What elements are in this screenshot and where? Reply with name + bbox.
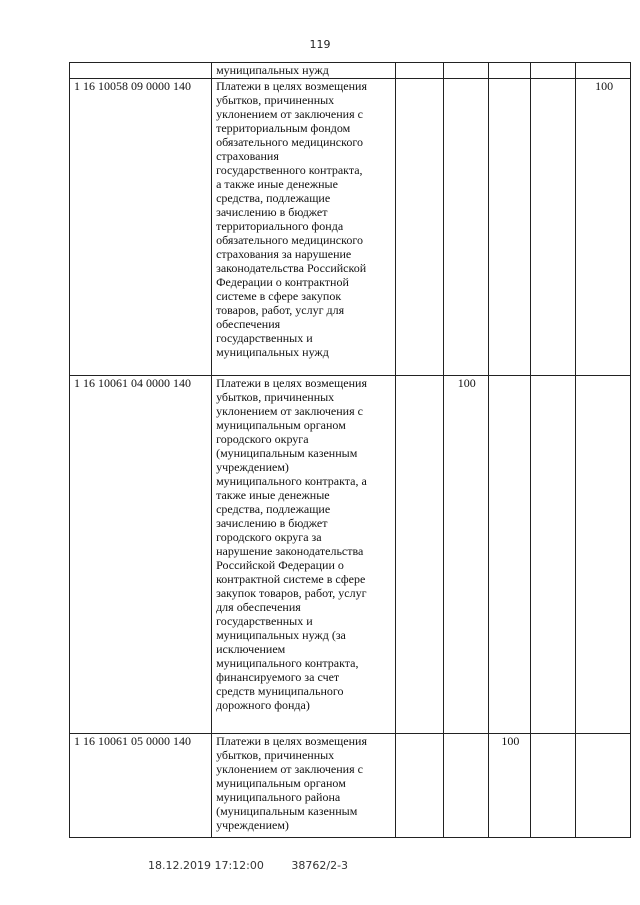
description-line: исключением: [216, 642, 286, 656]
description-line: муниципальным органом: [216, 418, 346, 432]
norm-value-cell-3: [488, 79, 530, 376]
table-row: [70, 63, 631, 79]
description-line: а также иные денежные: [216, 177, 338, 191]
description-line: обязательного медицинского: [216, 233, 363, 247]
description-line: зачислению в бюджет: [216, 516, 328, 530]
description-line: зачислению в бюджет: [216, 205, 328, 219]
description-line: финансируемого за счет: [216, 670, 340, 684]
description-line: страхования за нарушение: [216, 247, 352, 261]
budget-code-cell: [70, 63, 212, 79]
description-line: страхования: [216, 149, 279, 163]
description-line: также иные денежные: [216, 488, 330, 502]
norm-value-cell-4: [530, 734, 575, 838]
norm-value-cell-2: 100: [443, 376, 488, 734]
description-line: Платежи в целях возмещения: [216, 734, 367, 748]
budget-code-cell: 1 16 10061 05 0000 140: [70, 734, 212, 838]
description-line: для обеспечения: [216, 600, 301, 614]
description-line: Федерации о контрактной: [216, 275, 349, 289]
description-line: (муниципальным казенным: [216, 446, 358, 460]
footer-doc-id: 38762/2-3: [291, 859, 349, 872]
footer-datetime: 18.12.2019 17:12:00: [148, 859, 264, 872]
description-line: убытков, причиненных: [216, 93, 335, 107]
norm-value-cell-4: [530, 63, 575, 79]
norm-value-cell-2: [443, 79, 488, 376]
table-row: [70, 79, 631, 376]
norm-value-cell-4: [530, 79, 575, 376]
description-line: средства, подлежащие: [216, 502, 331, 516]
description-cell: [212, 734, 396, 838]
description-line: учреждением): [216, 818, 289, 832]
description-line: муниципальных нужд: [216, 63, 329, 77]
description-cell: [212, 63, 396, 79]
description-line: контрактной системе в сфере: [216, 572, 366, 586]
page-footer: [148, 859, 372, 872]
description-line: системе в сфере закупок: [216, 289, 342, 303]
description-line: учреждением): [216, 460, 289, 474]
norm-value-cell-3: [488, 63, 530, 79]
description-line: Платежи в целях возмещения: [216, 79, 367, 93]
description-line: городского округа за: [216, 530, 322, 544]
budget-code-cell: 1 16 10058 09 0000 140: [70, 79, 212, 376]
description-line: обязательного медицинского: [216, 135, 363, 149]
description-line: уклонением от заключения с: [216, 107, 363, 121]
norm-value-cell-5: 100: [576, 79, 631, 376]
norm-value-cell-3: [488, 376, 530, 734]
description-line: дорожного фонда): [216, 698, 310, 712]
description-line: государственных и: [216, 614, 313, 628]
description-line: уклонением от заключения с: [216, 762, 363, 776]
description-line: муниципального контракта, а: [216, 474, 367, 488]
norm-value-cell-5: [576, 376, 631, 734]
norm-value-cell-3: 100: [488, 734, 530, 838]
norm-value-cell-5: [576, 734, 631, 838]
description-line: обеспечения: [216, 317, 281, 331]
description-line: товаров, работ, услуг для: [216, 303, 345, 317]
budget-codes-table: [69, 62, 631, 838]
norm-value-cell-1: [396, 79, 443, 376]
page-number: 119: [309, 38, 331, 51]
norm-value-cell-2: [443, 734, 488, 838]
norm-value-cell-1: [396, 734, 443, 838]
description-line: Платежи в целях возмещения: [216, 376, 367, 390]
description-line: муниципального района: [216, 790, 341, 804]
description-line: Российской Федерации о: [216, 558, 344, 572]
description-line: закупок товаров, работ, услуг: [216, 586, 367, 600]
description-line: городского округа: [216, 432, 309, 446]
norm-value-cell-1: [396, 376, 443, 734]
description-line: территориальным фондом: [216, 121, 351, 135]
description-line: муниципальным органом: [216, 776, 346, 790]
table-row: [70, 734, 631, 838]
description-line: средства, подлежащие: [216, 191, 331, 205]
norm-value-cell-4: [530, 376, 575, 734]
description-line: средств муниципального: [216, 684, 344, 698]
description-line: убытков, причиненных: [216, 748, 335, 762]
table-row: [70, 376, 631, 734]
description-line: территориального фонда: [216, 219, 344, 233]
description-line: муниципального контракта,: [216, 656, 359, 670]
description-line: уклонением от заключения с: [216, 404, 363, 418]
description-line: законодательства Российской: [216, 261, 367, 275]
norm-value-cell-5: [576, 63, 631, 79]
description-line: государственного контракта,: [216, 163, 363, 177]
norm-value-cell-1: [396, 63, 443, 79]
description-line: нарушение законодательства: [216, 544, 364, 558]
description-line: муниципальных нужд (за: [216, 628, 346, 642]
description-line: государственных и: [216, 331, 313, 345]
description-line: муниципальных нужд: [216, 345, 329, 359]
description-cell: [212, 376, 396, 734]
description-cell: [212, 79, 396, 376]
description-line: (муниципальным казенным: [216, 804, 358, 818]
budget-code-cell: 1 16 10061 04 0000 140: [70, 376, 212, 734]
norm-value-cell-2: [443, 63, 488, 79]
description-line: убытков, причиненных: [216, 390, 335, 404]
